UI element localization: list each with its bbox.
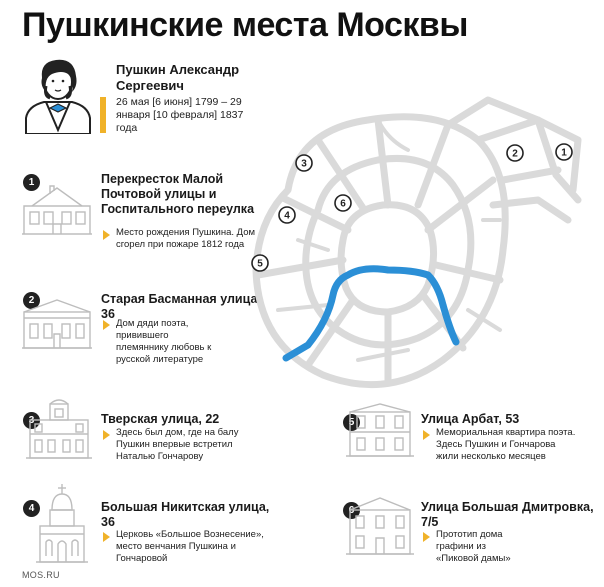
pushkin-portrait	[22, 52, 94, 134]
place-3-name: Тверская улица, 22	[101, 412, 220, 426]
building-1-icon	[20, 180, 94, 236]
place-6-name: Улица Большая Дмитровка, 7/5	[421, 500, 594, 529]
place-2-desc: Дом дяди поэта, привившего племяннику любовь к русской литературе	[116, 318, 212, 365]
place-5-name: Улица Арбат, 53	[421, 412, 520, 426]
church-4-icon	[34, 482, 90, 564]
place-2-number: 2	[23, 292, 40, 309]
place-1-desc: Место рождения Пушкина. Дом сгорел при пожаре 1812 года	[116, 227, 256, 250]
bio-accent-bar	[100, 97, 106, 133]
building-2-icon	[20, 294, 94, 350]
place-6-number: 6	[343, 502, 360, 519]
building-3-icon	[24, 398, 94, 460]
place-2-name: Старая Басманная улица, 36	[101, 292, 261, 321]
place-4-marker-icon	[103, 532, 110, 542]
place-3-marker-icon	[103, 430, 110, 440]
place-1-marker-icon	[103, 230, 110, 240]
place-4-number: 4	[23, 500, 40, 517]
map-marker-label-5: 5	[257, 258, 263, 270]
place-6-desc: Прототип дома графини из «Пиковой дамы»	[436, 529, 511, 564]
place-5-number: 5	[343, 414, 360, 431]
bio-dates: 26 мая [6 июня] 1799 – 29 января [10 февраля] 1837 года	[116, 96, 244, 134]
place-3-number: 3	[23, 412, 40, 429]
map-marker-label-2: 2	[512, 148, 518, 160]
building-6-icon	[344, 494, 416, 556]
page-title: Пушкинские места Москвы	[22, 6, 468, 44]
place-5-desc: Мемориальная квартира поэта. Здесь Пушкин и Гончарова жили несколько месяцев	[436, 427, 576, 462]
bio-name: Пушкин Александр Сергеевич	[116, 62, 240, 93]
place-1-number: 1	[23, 174, 40, 191]
source-label: MOS.RU	[22, 570, 60, 580]
map-marker-label-1: 1	[561, 147, 567, 159]
place-1-name: Перекресток Малой Почтовой улицы и Госпитального переулка	[101, 172, 255, 216]
map-marker-label-3: 3	[301, 158, 307, 170]
place-2-marker-icon	[103, 320, 110, 330]
place-3-desc: Здесь был дом, где на балу Пушкин впервые встретил Наталью Гончарову	[116, 427, 239, 462]
map-marker-label-4: 4	[284, 210, 290, 222]
place-6-marker-icon	[423, 532, 430, 542]
place-4-name: Большая Никитская улица, 36	[101, 500, 270, 529]
map-marker-label-6: 6	[340, 198, 346, 210]
moscow-map	[238, 80, 604, 420]
place-4-desc: Церковь «Большое Вознесение», место венчания Пушкина и Гончаровой	[116, 529, 264, 564]
place-5-marker-icon	[423, 430, 430, 440]
